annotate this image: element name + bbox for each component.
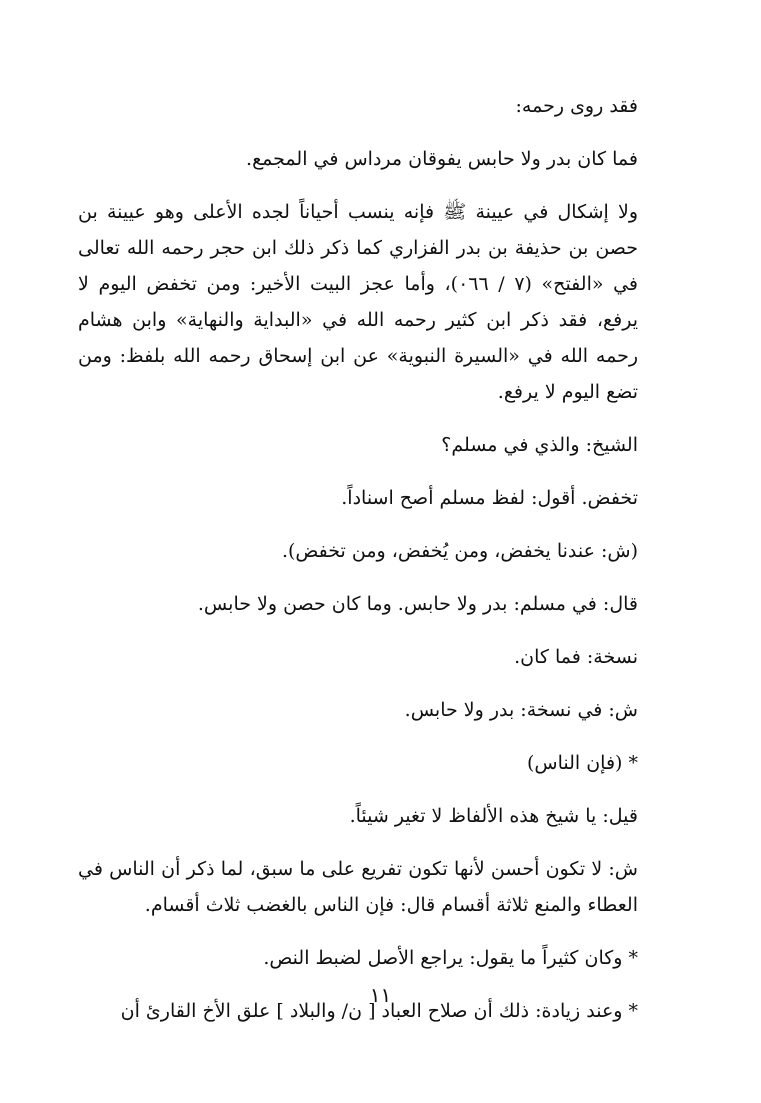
paragraph-question: قيل: يا شيخ هذه الألفاظ لا تغير شيئاً.: [349, 805, 638, 827]
paragraph-sharh-copy: ش: في نسخة: بدر ولا حابس.: [404, 699, 638, 721]
paragraph-muslim-wording: قال: في مسلم: بدر ولا حابس. وما كان حصن ولا حابس.: [197, 593, 638, 615]
paragraph-copy-note: نسخة: فما كان.: [514, 646, 638, 668]
page-number: ١١: [369, 983, 392, 1007]
body-text: [78, 88, 638, 1046]
paragraph-intro: فقد روى رحمه:: [515, 95, 638, 117]
paragraph-sharh-variants: (ش: عندنا يخفض، ومن يُخفض، ومن تخفض).: [281, 540, 638, 562]
paragraph-note-origin: * وكان كثيراً ما يقول: يراجع الأصل لضبط النص.: [263, 947, 638, 969]
paragraph-section-heading: * (فإن الناس): [526, 752, 638, 774]
paragraph-sharh-explanation: ش: لا تكون أحسن لأنها تكون تفريع على ما سبق، لما ذكر أن الناس في العطاء والمنع ثلاثة أقسام قال: فإن الناس بالغضب ثلاث أقسام.: [78, 858, 638, 916]
paragraph-answer: تخفض. أقول: لفظ مسلم أصح اسناداً.: [341, 487, 638, 509]
paragraph-sheikh-question: الشيخ: والذي في مسلم؟: [441, 434, 638, 456]
paragraph-note-addition: * وعند زيادة: ذلك أن صلاح العباد [ ن/ والبلاد ] علق الأخ القارئ أن: [120, 1000, 638, 1022]
paragraph-uyaynah-note: ولا إشكال في عيينة ﷺ فإنه ينسب أحياناً لجده الأعلى وهو عيينة بن حصن بن حذيفة بن بدر الفزاري كما ذكر ذلك ابن حجر رحمه الله تعالى في «الفتح» (٧ / ٠٦٦)، وأما عجز البيت الأخير: ومن تخفض اليوم لا يرفع، فقد ذكر ابن كثير رحمه الله في «البداية والنهاية» وابن هشام رحمه الله في «السيرة النبوية» عن ابن إسحاق رحمه الله بلفظ: ومن تضع اليوم لا يرفع.: [78, 201, 639, 403]
paragraph-verse: فما كان بدر ولا حابس يفوقان مرداس في المجمع.: [246, 148, 638, 170]
